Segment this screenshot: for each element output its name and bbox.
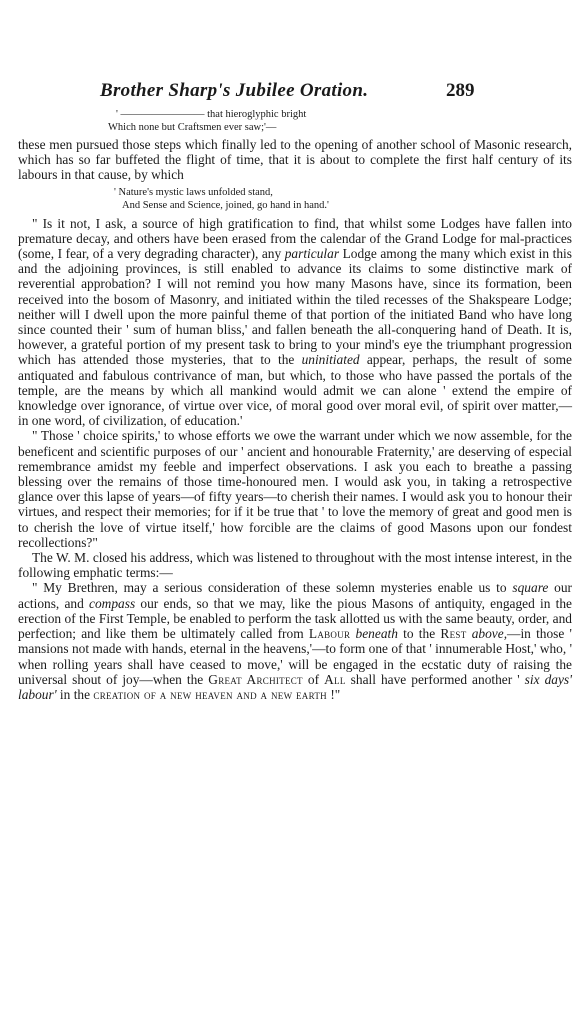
running-title: Brother Sharp's Jubilee Oration. — [100, 80, 369, 101]
verse-line: ' ———————— that hieroglyphic bright — [116, 109, 307, 120]
paragraph: " Is it not, I ask, a source of high gratification to find, that whilst some Lodges have fallen into premature decay, and others have been erased from the calendar of the Grand Lodge for mal-practices (some, I fear, of a very degrading character), any particular Lodge among the many which exist in this and the adjoining provinces, is still enabled to advance its claims to some distinctive mark of reverential approbation? I will not remind you how many Masons have, since its formation, been received into the bosom of Masonry, and initiated within the tiled recesses of the Shakspeare Lodge; neither will I dwell upon the more painful theme of that portion of the initiated Band who have long since counted their ' sum of human bliss,' and fallen beneath the all-conquering hand of Death. It is, however, a grateful portion of my present task to bring to your mind's eye the triumphant progression which has attended those mysteries, that to the uninitiated appear, perhaps, the result of some antiquated and fabulous contrivance of man, but which, to those who have passed the portals of the temple, are the means by which all mankind would admit we can alone ' extend the empire of knowledge over ignorance, of virtue over vice, of moral good over moral evil, of spirit over matter,—in one word, of civilization, of education.' — [18, 215, 572, 429]
verse-quote-mid — [114, 186, 572, 212]
paragraph: " Those ' choice spirits,' to whose efforts we owe the warrant under which we now assemble, for the beneficent and scientific purposes of our ' ancient and honourable Fraternity,' are deserving of especial remembrance amidst my feeble and imperfect observations. I ask you each to breathe a passing blessing over the remains of those time-honoured men. I would ask you, in taking a retrospective glance over this lapse of years—of fifty years—to cherish their names. I would ask you to honour their virtues, and respect their memories; for if it be true that ' to love the memory of great and good men is to cherish the love of virtue itself,' how forcible are the claims of good Masons upon our fondest recollections?" — [18, 428, 572, 550]
page-number: 289 — [446, 80, 475, 101]
page-body — [18, 108, 572, 702]
verse-line: Which none but Craftsmen ever saw;'— — [108, 122, 277, 133]
verse-line: And Sense and Science, joined, go hand in hand.' — [122, 199, 329, 211]
paragraph: these men pursued those steps which finally led to the opening of another school of Masonic research, which has so far buffeted the flight of time, that it is about to complete the first half century of its labours in that cause, by which — [18, 137, 572, 183]
paragraph: The W. M. closed his address, which was listened to throughout with the most intense interest, in the following emphatic terms:— — [18, 550, 572, 581]
paragraph: " My Brethren, may a serious consideration of these solemn mysteries enable us to square our actions, and compass our ends, so that we may, like the pious Masons of antiquity, engaged in the erection of the First Temple, be enabled to perform the task allotted us with the same beauty, order, and perfection; and like them be ultimately called from Labour beneath to the Rest above,—in those ' mansions not made with hands, eternal in the heavens,'—to form one of that ' innumerable Host,' who, ' when rolling years shall have ceased to move,' will be engaged in the ecstatic duty of raising the universal shout of joy—when the Great Architect of All shall have performed another ' six days' labour' in the creation of a new heaven and a new earth !" — [18, 580, 573, 702]
verse-quote-top — [108, 108, 572, 134]
verse-line: ' Nature's mystic laws unfolded stand, — [114, 186, 273, 198]
